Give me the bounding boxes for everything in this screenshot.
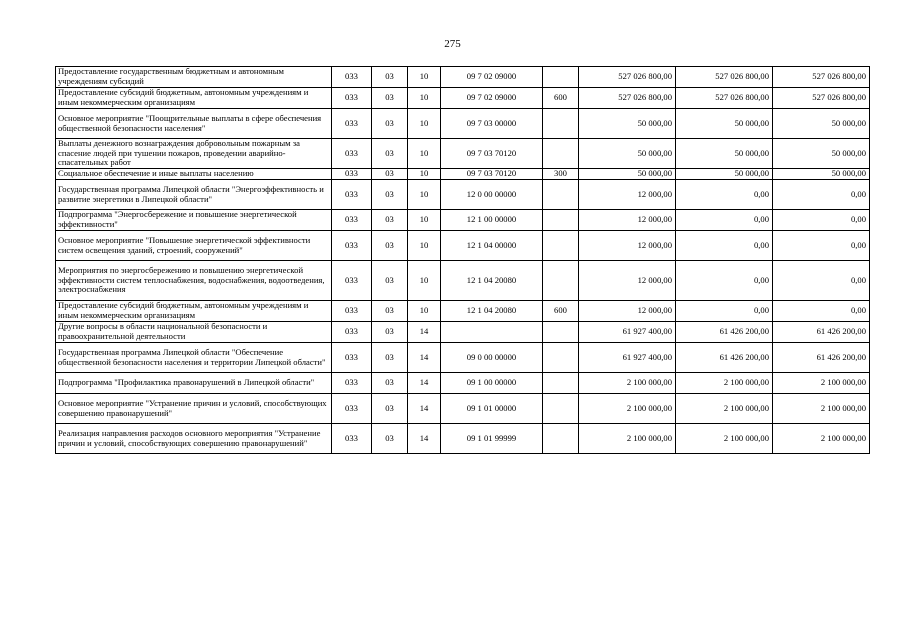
target-article-code: 09 7 02 09000 — [441, 88, 543, 109]
subsection-code: 10 — [408, 67, 441, 88]
amount-year-3: 0,00 — [773, 231, 870, 261]
ministry-code: 033 — [332, 109, 372, 139]
amount-year-1: 12 000,00 — [579, 180, 676, 210]
ministry-code: 033 — [332, 139, 372, 169]
amount-year-3: 0,00 — [773, 210, 870, 231]
item-name: Реализация направления расходов основного мероприятия "Устранение причин и условий, способствующих совершению правонарушений" — [56, 424, 332, 454]
amount-year-3: 61 426 200,00 — [773, 343, 870, 373]
table-row — [56, 373, 870, 394]
expense-type-code — [543, 210, 579, 231]
section-code: 03 — [372, 231, 408, 261]
subsection-code: 10 — [408, 210, 441, 231]
item-name: Основное мероприятие "Устранение причин и условий, способствующих совершению правонарушений" — [56, 394, 332, 424]
expense-type-code — [543, 109, 579, 139]
section-code: 03 — [372, 169, 408, 180]
ministry-code: 033 — [332, 169, 372, 180]
amount-year-1: 50 000,00 — [579, 109, 676, 139]
target-article-code: 09 0 00 00000 — [441, 343, 543, 373]
subsection-code: 14 — [408, 373, 441, 394]
amount-year-2: 50 000,00 — [676, 169, 773, 180]
budget-table — [55, 66, 870, 454]
target-article-code: 12 1 00 00000 — [441, 210, 543, 231]
amount-year-3: 50 000,00 — [773, 169, 870, 180]
expense-type-code — [543, 261, 579, 301]
amount-year-1: 2 100 000,00 — [579, 373, 676, 394]
item-name: Основное мероприятие "Повышение энергетической эффективности систем освещения зданий, строений, сооружений" — [56, 231, 332, 261]
ministry-code: 033 — [332, 424, 372, 454]
table-row — [56, 169, 870, 180]
ministry-code: 033 — [332, 210, 372, 231]
item-name: Выплаты денежного вознаграждения добровольным пожарным за спасение людей при тушении пожаров, проведении аварийно-спасательных работ — [56, 139, 332, 169]
section-code: 03 — [372, 261, 408, 301]
target-article-code: 09 7 03 00000 — [441, 109, 543, 139]
amount-year-3: 50 000,00 — [773, 139, 870, 169]
amount-year-3: 527 026 800,00 — [773, 88, 870, 109]
target-article-code: 12 0 00 00000 — [441, 180, 543, 210]
table-row — [56, 139, 870, 169]
amount-year-2: 0,00 — [676, 261, 773, 301]
amount-year-2: 527 026 800,00 — [676, 88, 773, 109]
amount-year-1: 12 000,00 — [579, 231, 676, 261]
section-code: 03 — [372, 424, 408, 454]
amount-year-2: 50 000,00 — [676, 109, 773, 139]
section-code: 03 — [372, 180, 408, 210]
subsection-code: 10 — [408, 88, 441, 109]
amount-year-3: 2 100 000,00 — [773, 394, 870, 424]
subsection-code: 14 — [408, 394, 441, 424]
table-row — [56, 109, 870, 139]
section-code: 03 — [372, 210, 408, 231]
amount-year-3: 61 426 200,00 — [773, 322, 870, 343]
expense-type-code — [543, 394, 579, 424]
amount-year-3: 50 000,00 — [773, 109, 870, 139]
table-row — [56, 261, 870, 301]
table-row — [56, 231, 870, 261]
target-article-code: 12 1 04 20080 — [441, 261, 543, 301]
amount-year-1: 61 927 400,00 — [579, 322, 676, 343]
amount-year-1: 12 000,00 — [579, 301, 676, 322]
ministry-code: 033 — [332, 261, 372, 301]
item-name: Предоставление субсидий бюджетным, автономным учреждениям и иным некоммерческим организациям — [56, 88, 332, 109]
ministry-code: 033 — [332, 373, 372, 394]
amount-year-2: 0,00 — [676, 301, 773, 322]
subsection-code: 10 — [408, 301, 441, 322]
amount-year-2: 2 100 000,00 — [676, 394, 773, 424]
item-name: Мероприятия по энергосбережению и повышению энергетической эффективности систем теплоснабжения, водоснабжения, водоотведения, электроснабжения — [56, 261, 332, 301]
ministry-code: 033 — [332, 180, 372, 210]
target-article-code: 09 1 01 00000 — [441, 394, 543, 424]
amount-year-2: 527 026 800,00 — [676, 67, 773, 88]
table-row — [56, 424, 870, 454]
ministry-code: 033 — [332, 231, 372, 261]
amount-year-2: 0,00 — [676, 231, 773, 261]
amount-year-3: 0,00 — [773, 180, 870, 210]
subsection-code: 10 — [408, 109, 441, 139]
item-name: Основное мероприятие "Поощрительные выплаты в сфере обеспечения общественной безопасности населения" — [56, 109, 332, 139]
target-article-code: 09 7 03 70120 — [441, 169, 543, 180]
amount-year-1: 527 026 800,00 — [579, 88, 676, 109]
subsection-code: 10 — [408, 261, 441, 301]
amount-year-2: 61 426 200,00 — [676, 322, 773, 343]
amount-year-2: 50 000,00 — [676, 139, 773, 169]
ministry-code: 033 — [332, 88, 372, 109]
subsection-code: 14 — [408, 322, 441, 343]
target-article-code: 12 1 04 20080 — [441, 301, 543, 322]
expense-type-code: 300 — [543, 169, 579, 180]
amount-year-2: 2 100 000,00 — [676, 424, 773, 454]
amount-year-2: 2 100 000,00 — [676, 373, 773, 394]
page-number: 275 — [444, 38, 461, 50]
section-code: 03 — [372, 139, 408, 169]
section-code: 03 — [372, 109, 408, 139]
table-row — [56, 343, 870, 373]
table-row — [56, 210, 870, 231]
item-name: Подпрограмма "Энергосбережение и повышение энергетической эффективности" — [56, 210, 332, 231]
amount-year-1: 12 000,00 — [579, 210, 676, 231]
expense-type-code — [543, 343, 579, 373]
ministry-code: 033 — [332, 394, 372, 424]
section-code: 03 — [372, 394, 408, 424]
target-article-code: 09 1 00 00000 — [441, 373, 543, 394]
subsection-code: 10 — [408, 139, 441, 169]
amount-year-3: 527 026 800,00 — [773, 67, 870, 88]
section-code: 03 — [372, 322, 408, 343]
amount-year-1: 12 000,00 — [579, 261, 676, 301]
table-row — [56, 322, 870, 343]
amount-year-2: 0,00 — [676, 180, 773, 210]
expense-type-code — [543, 67, 579, 88]
ministry-code: 033 — [332, 301, 372, 322]
amount-year-2: 61 426 200,00 — [676, 343, 773, 373]
table-row — [56, 301, 870, 322]
section-code: 03 — [372, 343, 408, 373]
expense-type-code — [543, 424, 579, 454]
expense-type-code: 600 — [543, 301, 579, 322]
section-code: 03 — [372, 67, 408, 88]
section-code: 03 — [372, 301, 408, 322]
target-article-code: 09 7 03 70120 — [441, 139, 543, 169]
section-code: 03 — [372, 88, 408, 109]
amount-year-1: 61 927 400,00 — [579, 343, 676, 373]
expense-type-code — [543, 373, 579, 394]
expense-type-code: 600 — [543, 88, 579, 109]
amount-year-3: 2 100 000,00 — [773, 424, 870, 454]
item-name: Социальное обеспечение и иные выплаты населению — [56, 169, 332, 180]
table-row — [56, 394, 870, 424]
subsection-code: 14 — [408, 424, 441, 454]
expense-type-code — [543, 180, 579, 210]
amount-year-1: 527 026 800,00 — [579, 67, 676, 88]
subsection-code: 10 — [408, 180, 441, 210]
item-name: Государственная программа Липецкой области "Обеспечение общественной безопасности населения и территории Липецкой области" — [56, 343, 332, 373]
subsection-code: 10 — [408, 231, 441, 261]
ministry-code: 033 — [332, 322, 372, 343]
target-article-code: 12 1 04 00000 — [441, 231, 543, 261]
target-article-code — [441, 322, 543, 343]
item-name: Государственная программа Липецкой области "Энергоэффективность и развитие энергетики в Липецкой области" — [56, 180, 332, 210]
subsection-code: 10 — [408, 169, 441, 180]
expense-type-code — [543, 322, 579, 343]
item-name: Другие вопросы в области национальной безопасности и правоохранительной деятельности — [56, 322, 332, 343]
item-name: Подпрограмма "Профилактика правонарушений в Липецкой области" — [56, 373, 332, 394]
amount-year-1: 50 000,00 — [579, 139, 676, 169]
amount-year-1: 2 100 000,00 — [579, 394, 676, 424]
amount-year-3: 0,00 — [773, 261, 870, 301]
amount-year-3: 2 100 000,00 — [773, 373, 870, 394]
expense-type-code — [543, 139, 579, 169]
amount-year-1: 2 100 000,00 — [579, 424, 676, 454]
amount-year-2: 0,00 — [676, 210, 773, 231]
ministry-code: 033 — [332, 343, 372, 373]
item-name: Предоставление государственным бюджетным и автономным учреждениям субсидий — [56, 67, 332, 88]
section-code: 03 — [372, 373, 408, 394]
table-row — [56, 180, 870, 210]
ministry-code: 033 — [332, 67, 372, 88]
target-article-code: 09 7 02 09000 — [441, 67, 543, 88]
expense-type-code — [543, 231, 579, 261]
subsection-code: 14 — [408, 343, 441, 373]
amount-year-3: 0,00 — [773, 301, 870, 322]
table-row — [56, 67, 870, 88]
amount-year-1: 50 000,00 — [579, 169, 676, 180]
target-article-code: 09 1 01 99999 — [441, 424, 543, 454]
budget-table-body — [56, 67, 870, 454]
table-row — [56, 88, 870, 109]
item-name: Предоставление субсидий бюджетным, автономным учреждениям и иным некоммерческим организациям — [56, 301, 332, 322]
